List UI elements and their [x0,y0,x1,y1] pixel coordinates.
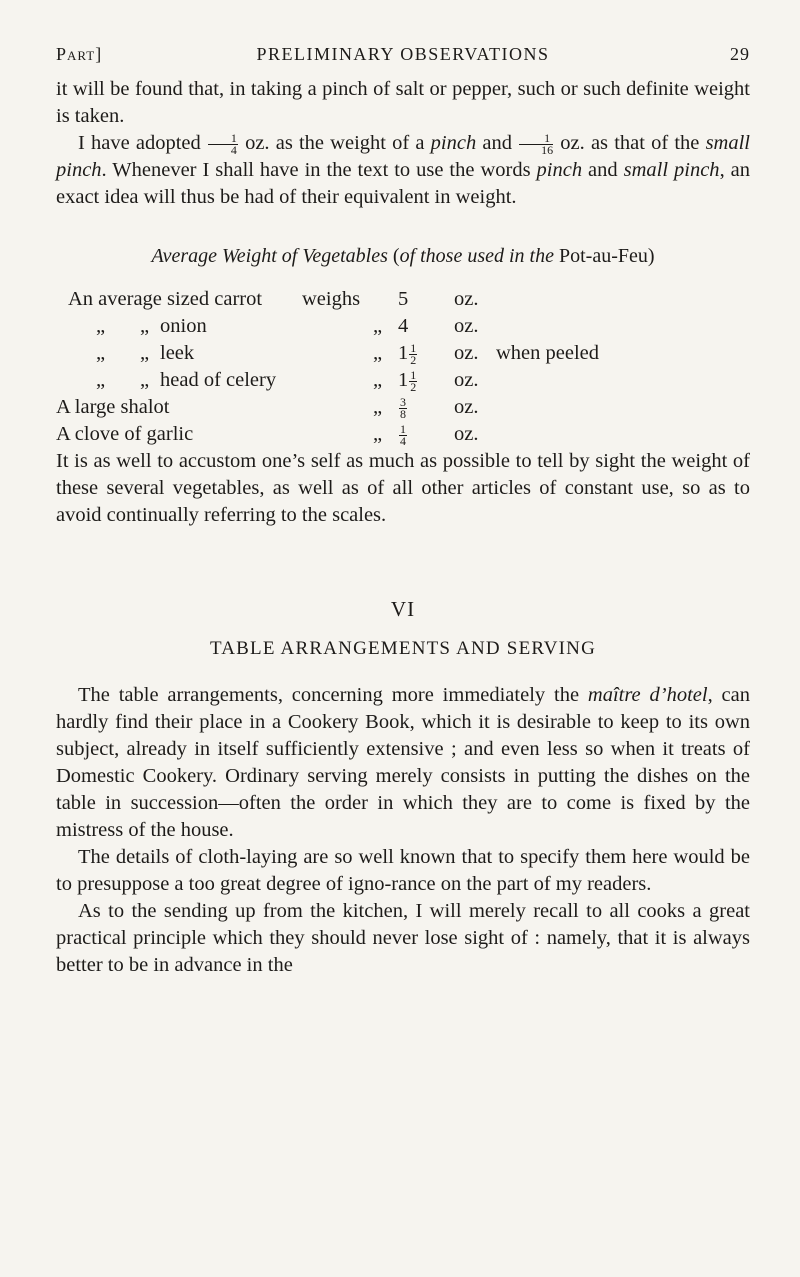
table-row [56,421,750,448]
table-title-paren: ( [387,245,400,267]
fraction [409,367,417,394]
fraction [399,394,407,421]
intro-paragraph-1: it will be found that, in taking a pinch of salt or pepper, such or such definite weight is taken. [56,78,750,127]
fraction [409,340,417,367]
row-weight: 4 [398,315,409,337]
section-paragraph-2: The details of cloth-laying are so well known that to specify them here would be to presuppose a too great degree of igno-rance on the part of my readers. [56,846,750,895]
ditto-mark: „ [373,396,383,418]
row-label: A large shalot [56,396,170,418]
section-number: VI [390,597,416,621]
ditto-mark: „ [373,342,383,364]
fraction-denominator: 16 [541,142,554,157]
table-row [56,340,750,367]
row-weight [398,340,418,367]
text-run: , can hardly find their place in a Cookery Book, which it is desirable to keep to its own subject, already in itself sufficiently extensive ; and even less so when it treats of Domestic Cookery. Ordinary serving merely consists in putting the dishes on the table in succession—often the order in which they are to come is fixed by the mistress of the house. [56,684,750,841]
row-note: when peeled [496,342,600,364]
ditto-mark: „ [140,342,150,364]
section-title: TABLE ARRANGEMENTS AND SERVING [209,638,597,659]
row-weight: 5 [398,288,409,310]
text-run: . Whenever I shall have in the text to use the words [101,159,537,181]
ditto-mark: „ [140,369,150,391]
italic-term: pinch [536,159,583,181]
text-run: , an exact idea will thus be had of their equivalent in weight. [56,159,751,208]
running-title: PRELIMINARY OBSERVATIONS [256,44,550,64]
text-run: The table arrangements, concerning more immediately the [78,684,588,706]
italic-term: pinch [430,132,477,154]
row-item: onion [160,315,207,337]
row-unit: oz. [454,342,479,364]
after-table-paragraph: It is as well to accustom one’s self as much as possible to tell by sight the weight of these several vegetables, as well as of all other articles of constant use, so as to avoid continually referring to the scales. [56,450,750,526]
fraction-numerator: 1 [519,133,553,145]
ditto-mark: „ [96,315,106,337]
table-title [56,245,750,268]
table-row [56,313,750,340]
table-title-italic-2: of those used in the [399,245,554,267]
italic-term: small pinch [623,159,720,181]
vegetable-weights-table [56,286,750,448]
row-unit: oz. [454,369,479,391]
fraction-numerator: 1 [400,421,406,436]
italic-term: maître d’hotel [587,684,708,706]
section-paragraph-3: As to the sending up from the kitchen, I will merely recall to all cooks a great practical principle which they should never lose sight of : namely, that it is always better to be in advance in the [56,900,750,976]
fraction [399,421,407,448]
fraction-numerator: 1 [410,340,417,355]
ditto-mark: „ [96,369,106,391]
table-title-italic: Average Weight of Vegetables [151,245,388,267]
row-item: leek [160,342,195,364]
intro-paragraph-2 [56,130,750,211]
ditto-mark: „ [373,315,383,337]
weight-whole: 1 [398,342,409,364]
fraction [208,130,238,157]
table-row [56,286,750,313]
row-weight [398,394,408,421]
text-run: and [582,159,624,181]
italic-term: small pinch [56,132,750,181]
row-label: An average sized carrot [68,288,263,310]
fraction-denominator: 4 [400,433,406,448]
ditto-mark: „ [373,369,383,391]
fraction-numerator: 1 [208,133,238,145]
ditto-mark: „ [373,423,383,445]
fraction-numerator: 3 [400,394,406,409]
section-body [56,682,750,979]
row-unit: oz. [454,315,479,337]
book-page [56,44,750,979]
text-run: oz. as the weight of a [238,132,431,154]
running-head [56,44,750,72]
fraction-denominator: 2 [410,379,417,394]
fraction-denominator: 2 [410,352,417,367]
row-unit: oz. [454,423,479,445]
part-label: Part] [56,44,103,64]
text-run: and [476,132,519,154]
row-unit: oz. [454,288,479,310]
table-row [56,367,750,394]
row-weight [398,367,418,394]
row-weight [398,421,408,448]
text-run: I have adopted [78,132,207,154]
ditto-mark: „ [96,342,106,364]
row-verb: weighs [302,288,361,310]
fraction-denominator: 8 [400,406,406,421]
row-item: head of celery [160,369,277,391]
table-row [56,394,750,421]
row-label: A clove of garlic [56,423,194,445]
row-unit: oz. [454,396,479,418]
section-paragraph-1 [56,682,750,844]
weight-whole: 1 [398,369,409,391]
table-title-plain: Pot-au-Feu) [554,245,655,267]
ditto-mark: „ [140,315,150,337]
text-run: oz. as that of the [554,132,706,154]
fraction-numerator: 1 [410,367,417,382]
fraction [519,130,554,157]
page-number: 29 [730,44,750,64]
fraction-denominator: 4 [230,142,237,157]
